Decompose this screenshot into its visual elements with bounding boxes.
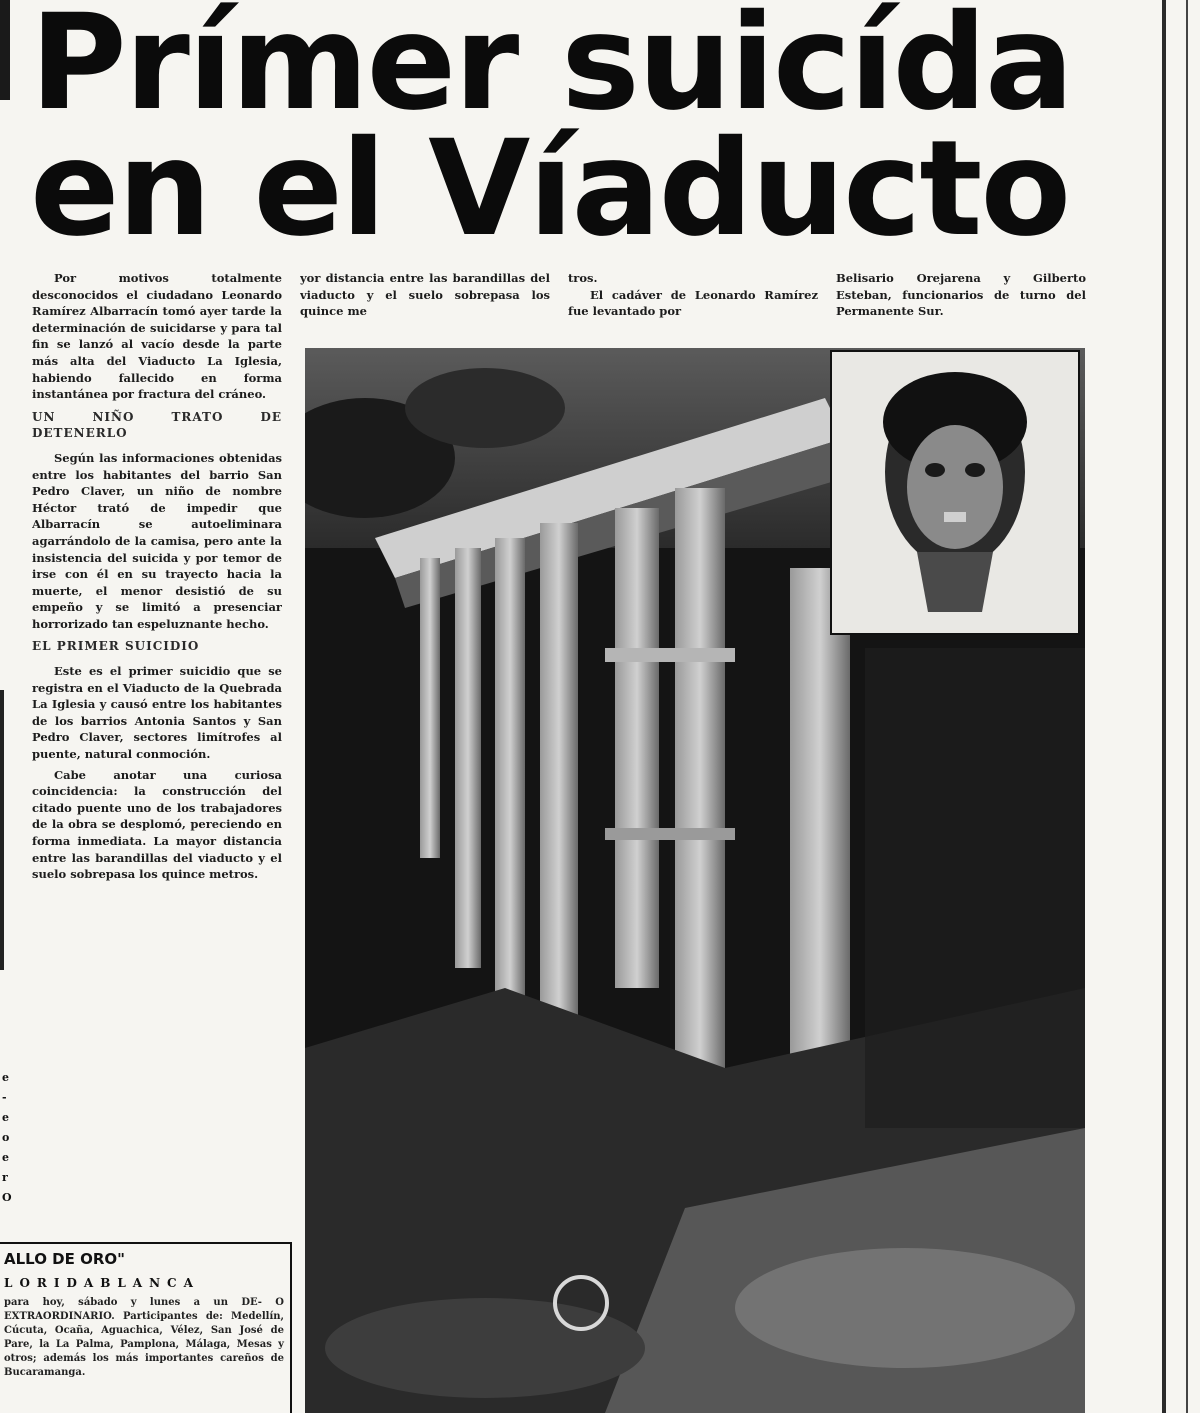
edge-char: e [2,1151,9,1164]
article-column-4 [836,270,1086,340]
edge-char: - [2,1091,7,1104]
column-3-text: tros. [568,271,598,285]
article-column-3 [568,270,818,340]
edge-char: e [2,1111,9,1124]
edge-char: e [2,1071,9,1084]
edge-char: O [2,1191,12,1204]
column-3-paragraph: El cadáver de Leonardo Ramírez fue levantado por [568,287,818,319]
subheading-nino: UN NIÑO TRATO DE DETENERLO [32,409,282,441]
headline [30,0,1110,266]
column-2-text: yor distancia entre las barandillas del viaducto y el suelo sobrepasa los quince me [300,271,550,319]
portrait-illustration [832,352,1078,633]
advertisement-box [0,1242,292,1413]
edge-char: r [2,1171,8,1184]
left-edge-rule-lower [0,690,4,970]
edge-characters [2,1068,16,1208]
article-paragraph-3: Este es el primer suicidio que se registra en el Viaducto de la Quebrada La Iglesia y causó entre los habitantes de los barrios Antonia Santos y San Pedro Claver, sectores limítrofes al puente, natural conmoción. [32,664,282,762]
article-paragraph-1: Por motivos totalmente desconocidos el ciudadano Leonardo Ramírez Albarracín tomó ayer tarde la determinación de suicidarse y para tal fin se lanzó al vacío desde la parte más alta del Viaducto La Iglesia, habiendo fallecido en forma instantánea por fractura del cráneo. [32,271,282,402]
article-column-2 [300,270,550,340]
article-column-1 [32,270,282,1230]
right-edge-rule [1186,0,1188,1413]
ad-body: para hoy, sábado y lunes a un DE- O EXTRAORDINARIO. Participantes de: Medellín, Cúcuta, Ocaña, Aguachica, Vélez, San José de Pare, la La Palma, Pamplona, Málaga, Mesas y otros; además los más importantes careños de Bucaramanga. [4,1297,284,1378]
subheading-primer-suicidio: EL PRIMER SUICIDIO [32,639,200,654]
left-edge-rule [0,0,10,100]
article-paragraph-4: Cabe anotar una curiosa coincidencia: la construcción del citado puente uno de los trabajadores de la obra se desplomó, pereciendo en forma inmediata. La mayor distancia entre las barandillas del viaducto y el suelo sobrepasa los quince metros. [32,767,282,882]
column-4-text: Belisario Orejarena y Gilberto Esteban, funcionarios de turno del Permanente Sur. [836,271,1086,319]
headline-line-2: en el Víaducto [30,112,1070,266]
victim-portrait [830,350,1080,635]
ad-title: ALLO DE ORO" [4,1250,125,1268]
ad-town: LORIDABLANCA [4,1276,200,1290]
headline-line-1: Prímer suicída [30,0,1073,140]
right-column-rule [1162,0,1166,1413]
article-paragraph-2: Según las informaciones obtenidas entre los habitantes del barrio San Pedro Claver, un niño de nombre Héctor trató de impedir que Albarracín se autoeliminara agarrándolo de la camisa, pero ante la insistencia del suicida y por temor de irse con él en su trayecto hacia la muerte, el menor desistió de su empeño y se limitó a presenciar horrorizado tan espeluznante hecho. [32,450,282,631]
edge-char: o [2,1131,10,1144]
